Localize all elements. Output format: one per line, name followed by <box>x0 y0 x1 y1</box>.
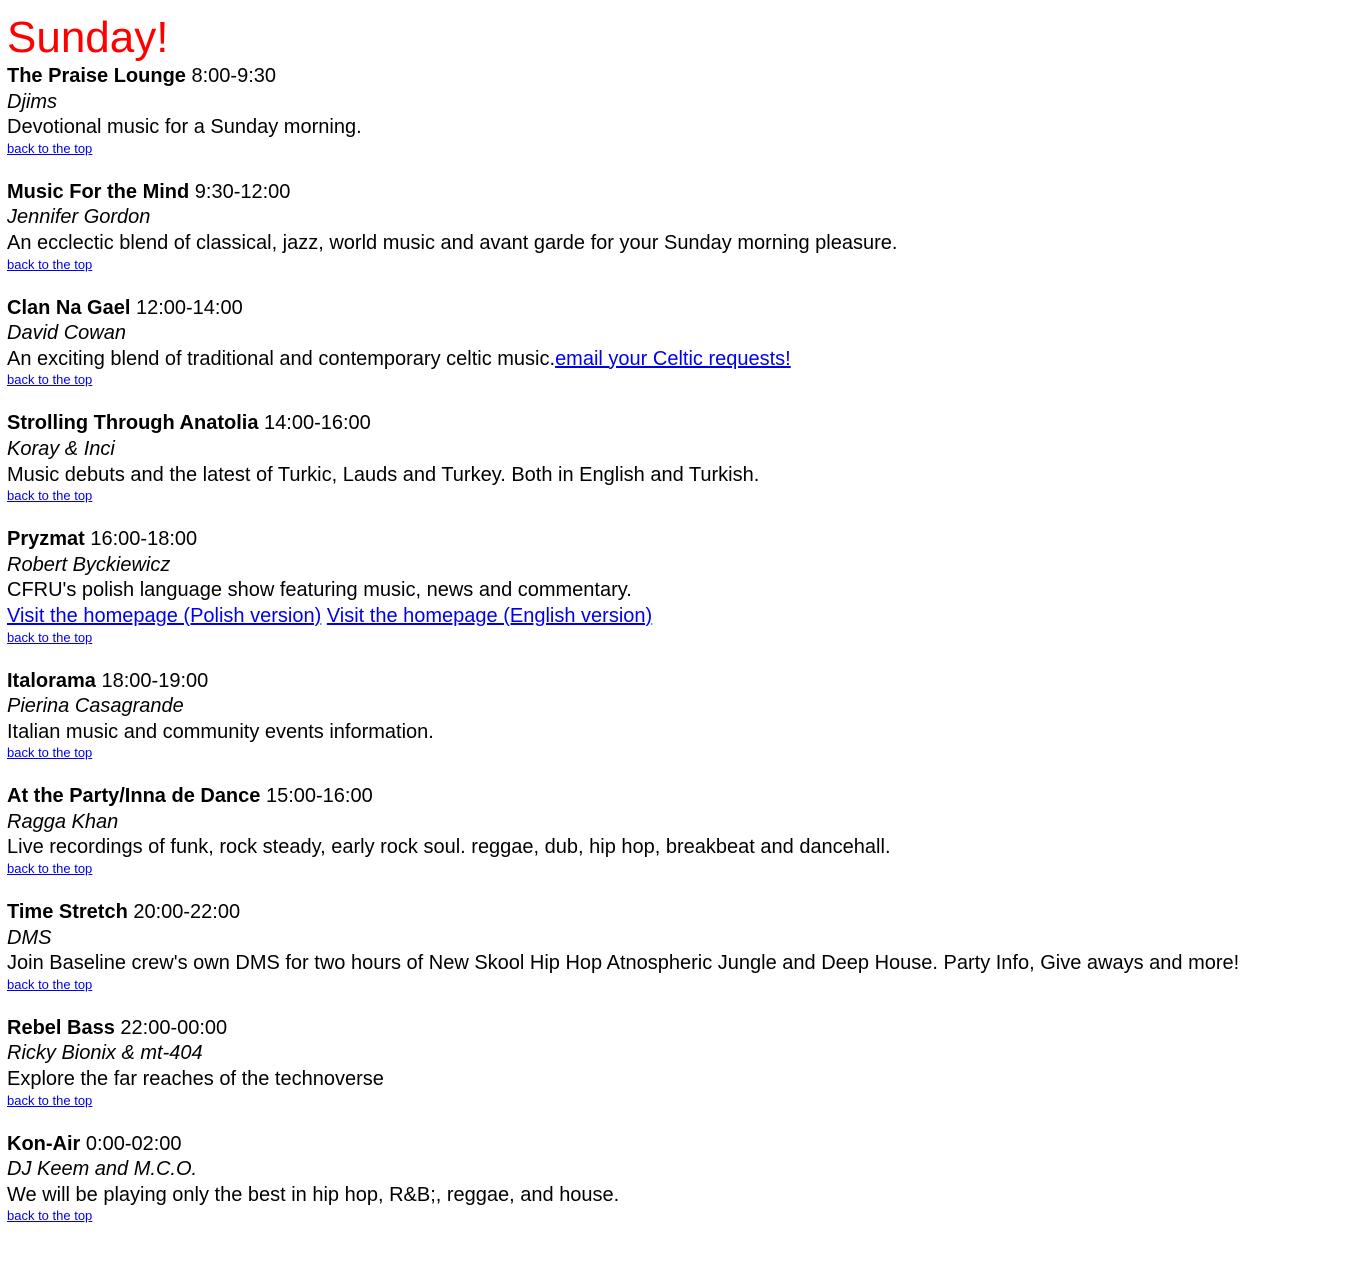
show-host: Jennifer Gordon <box>7 206 151 229</box>
show-entry <box>7 900 1362 992</box>
show-time: 16:00-18:00 <box>90 528 198 551</box>
show-description: Join Baseline crew's own DMS for two hours of New Skool Hip Hop Atnospheric Jungle and Deep House. Party Info, Give aways and more! <box>7 952 1240 975</box>
show-name: Clan Na Gael <box>7 296 131 319</box>
show-time: 14:00-16:00 <box>264 412 371 435</box>
show-host: Ricky Bionix & mt-404 <box>7 1042 203 1065</box>
show-entry <box>7 180 1362 272</box>
show-time: 20:00-22:00 <box>133 901 241 924</box>
show-name: Strolling Through Anatolia <box>7 412 259 435</box>
back-to-top-link[interactable]: back to the top <box>7 256 93 272</box>
show-entry <box>7 64 1362 156</box>
show-name: Pryzmat <box>7 528 85 551</box>
back-to-top-link[interactable]: back to the top <box>7 1208 93 1224</box>
homepage-links <box>7 604 1362 630</box>
show-entry <box>7 1132 1362 1224</box>
show-time: 0:00-02:00 <box>85 1132 182 1155</box>
show-host: Koray & Inci <box>7 437 115 460</box>
back-to-top-link[interactable]: back to the top <box>7 861 93 877</box>
back-to-top-link[interactable]: back to the top <box>7 629 93 645</box>
show-name: Music For the Mind <box>7 180 190 203</box>
show-host: DJ Keem and M.C.O. <box>7 1158 198 1181</box>
show-entry <box>7 296 1362 388</box>
back-to-top-link[interactable]: back to the top <box>7 1092 93 1108</box>
show-description-text: An exciting blend of traditional and contemporary celtic music. <box>7 347 556 370</box>
back-to-top-link[interactable]: back to the top <box>7 976 93 992</box>
show-name: Time Stretch <box>7 901 128 924</box>
show-host: Djims <box>7 90 57 113</box>
day-title: Sunday! <box>7 13 169 62</box>
show-description: Explore the far reaches of the technoverse <box>7 1068 384 1091</box>
show-entry <box>7 411 1362 503</box>
show-time: 8:00-9:30 <box>191 65 277 87</box>
show-description: Live recordings of funk, rock steady, early rock soul. reggae, dub, hip hop, breakbeat and dancehall. <box>7 836 891 859</box>
show-name: The Praise Lounge <box>7 65 186 87</box>
show-name: Kon-Air <box>7 1132 81 1155</box>
show-host: David Cowan <box>7 322 126 345</box>
show-description: An ecclectic blend of classical, jazz, world music and avant garde for your Sunday morning pleasure. <box>7 231 898 254</box>
show-time: 9:30-12:00 <box>194 180 291 203</box>
show-entry <box>7 527 1362 644</box>
back-to-top-link[interactable]: back to the top <box>7 372 93 388</box>
show-entry <box>7 669 1362 761</box>
show-description: We will be playing only the best in hip hop, R&B;, reggae, and house. <box>7 1183 620 1206</box>
show-description: Devotional music for a Sunday morning. <box>7 116 362 139</box>
back-to-top-link[interactable]: back to the top <box>7 745 93 761</box>
show-description: Music debuts and the latest of Turkic, Lauds and Turkey. Both in English and Turkish. <box>7 463 760 486</box>
show-host: Ragga Khan <box>7 810 119 833</box>
show-entry <box>7 1016 1362 1108</box>
show-host: DMS <box>7 926 52 949</box>
homepage-english-link[interactable]: Visit the homepage (English version) <box>326 604 653 627</box>
show-time: 15:00-16:00 <box>265 785 373 808</box>
homepage-polish-link[interactable]: Visit the homepage (Polish version) <box>7 604 322 627</box>
show-description <box>7 347 1362 373</box>
celtic-requests-email-link[interactable]: email your Celtic requests! <box>555 347 791 370</box>
show-time: 18:00-19:00 <box>101 669 209 692</box>
show-time: 12:00-14:00 <box>135 296 243 319</box>
show-description: Italian music and community events information. <box>7 720 434 743</box>
back-to-top-link[interactable]: back to the top <box>7 488 93 504</box>
show-host: Pierina Casagrande <box>7 695 184 718</box>
show-name: Rebel Bass <box>7 1016 115 1039</box>
show-host: Robert Byckiewicz <box>7 553 171 576</box>
show-entry <box>7 784 1362 876</box>
show-time: 22:00-00:00 <box>120 1016 228 1039</box>
show-name: Italorama <box>7 669 96 692</box>
back-to-top-link[interactable]: back to the top <box>7 140 93 156</box>
show-name: At the Party/Inna de Dance <box>7 785 261 808</box>
show-description: CFRU's polish language show featuring music, news and commentary. <box>7 579 632 602</box>
